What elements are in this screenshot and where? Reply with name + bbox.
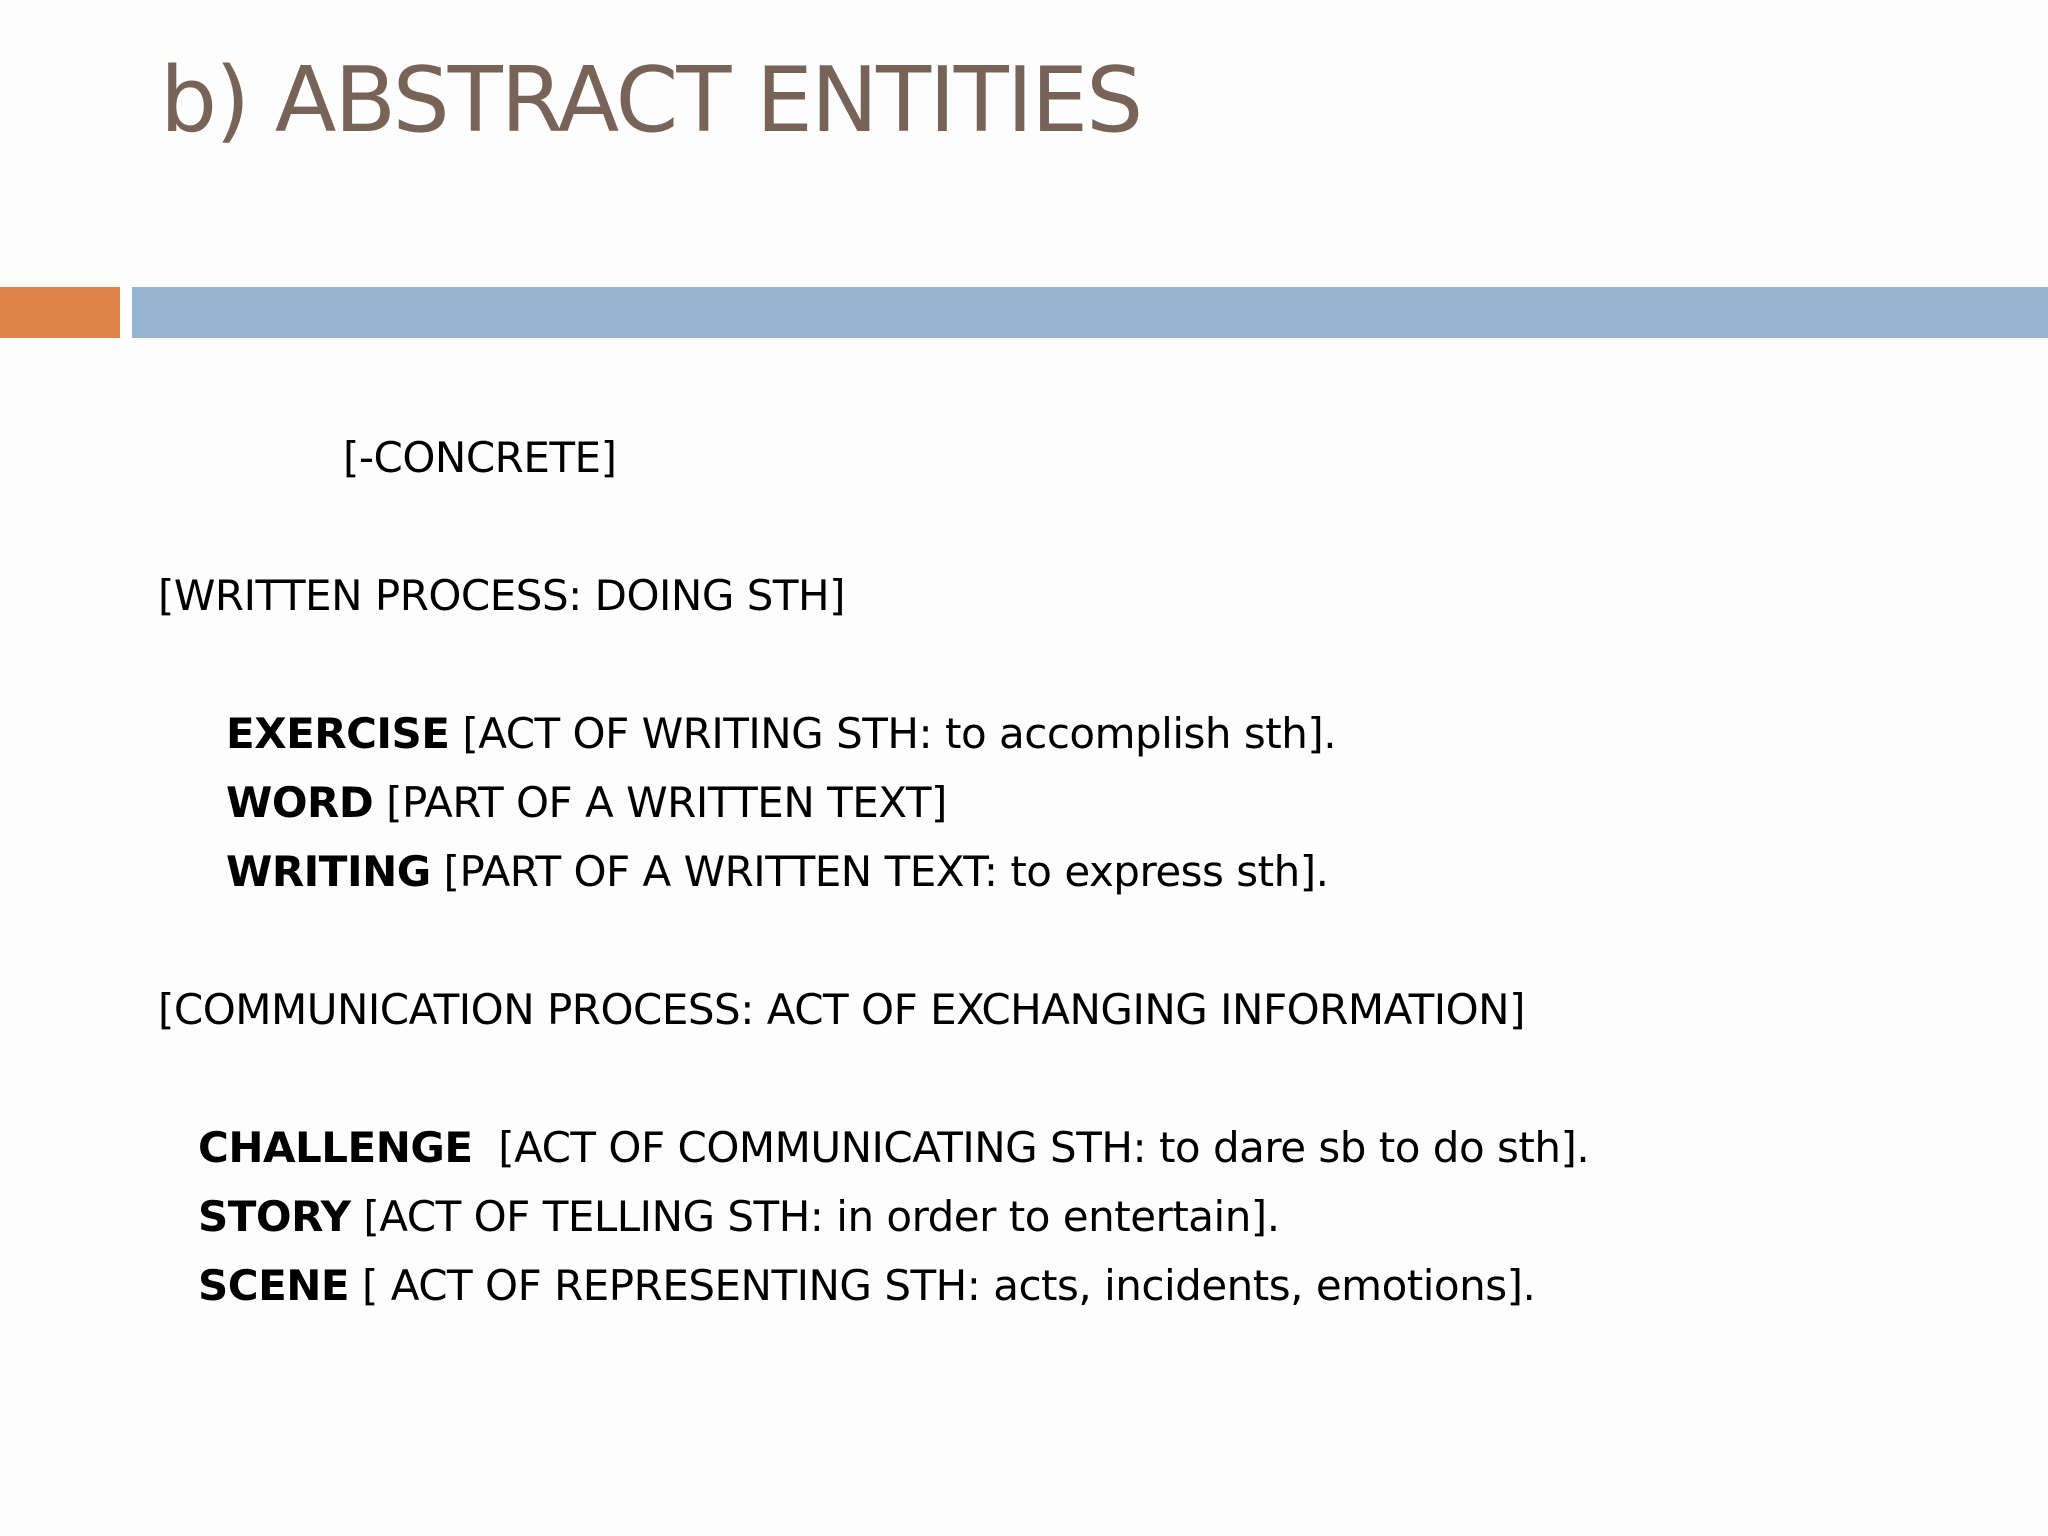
group-heading-written: [WRITTEN PROCESS: DOING STH] bbox=[158, 571, 845, 620]
entry-word bbox=[226, 773, 947, 833]
entry-exercise bbox=[226, 704, 1336, 764]
entry-term: WRITING bbox=[226, 847, 431, 896]
entry-definition: [PART OF A WRITTEN TEXT: to express sth]. bbox=[430, 847, 1329, 896]
entry-definition: [ACT OF COMMUNICATING STH: to dare sb to do sth]. bbox=[472, 1123, 1590, 1172]
entry-term: CHALLENGE bbox=[198, 1123, 473, 1172]
entry-story bbox=[198, 1187, 1280, 1247]
entry-definition: [PART OF A WRITTEN TEXT] bbox=[373, 778, 947, 827]
entry-writing bbox=[226, 842, 1328, 902]
entry-term: SCENE bbox=[198, 1261, 350, 1310]
entry-challenge bbox=[198, 1118, 1589, 1178]
group-heading-communication: [COMMUNICATION PROCESS: ACT OF EXCHANGING INFORMATION] bbox=[158, 985, 1525, 1034]
entry-definition: [ACT OF TELLING STH: in order to entertain]. bbox=[350, 1192, 1280, 1241]
entry-scene bbox=[198, 1256, 1535, 1316]
feature-label: [-CONCRETE] bbox=[343, 433, 617, 482]
entry-definition: [ACT OF WRITING STH: to accomplish sth]. bbox=[449, 709, 1337, 758]
accent-bar-blue bbox=[132, 287, 2048, 338]
entry-definition: [ ACT OF REPRESENTING STH: acts, incidents, emotions]. bbox=[349, 1261, 1536, 1310]
accent-bar-orange bbox=[0, 287, 120, 338]
entry-term: WORD bbox=[226, 778, 374, 827]
slide-title: b) ABSTRACT ENTITIES bbox=[160, 48, 1142, 153]
entry-term: EXERCISE bbox=[226, 709, 450, 758]
entry-term: STORY bbox=[198, 1192, 351, 1241]
